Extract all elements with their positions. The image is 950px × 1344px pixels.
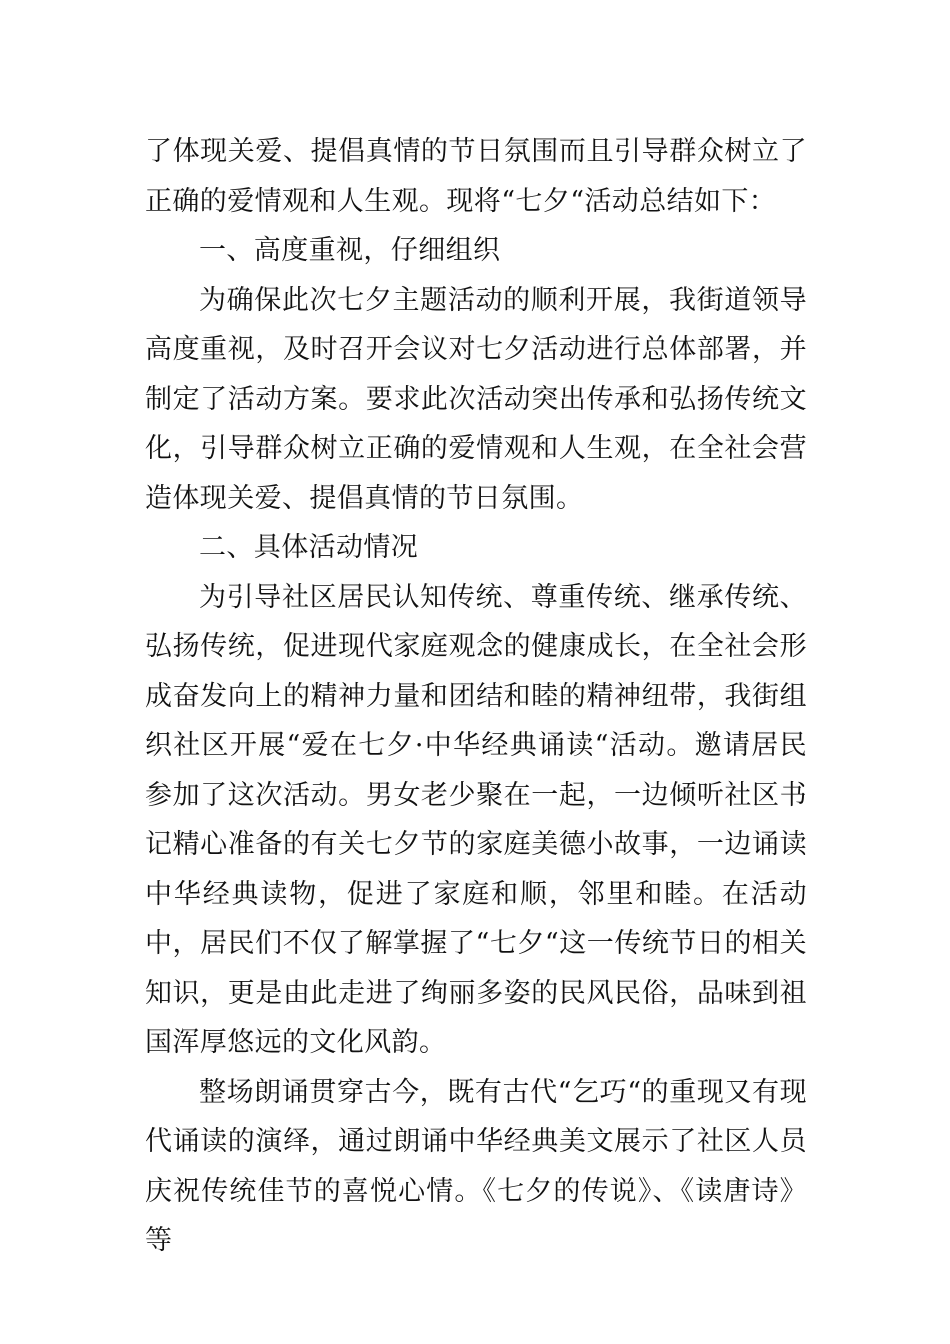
paragraph-recitation: 整场朗诵贯穿古今，既有古代“乞巧“的重现又有现代诵读的演绎，通过朗诵中华经典美文展示了社区人员庆祝传统佳节的喜悦心情。《七夕的传说》、《读唐诗》等 xyxy=(145,1076,807,1256)
document-body xyxy=(145,127,807,1266)
section-heading-2: 二、具体活动情况 xyxy=(199,532,419,563)
paragraph-organization: 为确保此次七夕主题活动的顺利开展，我街道领导高度重视，及时召开会议对七夕活动进行总体部署，并制定了活动方案。要求此次活动突出传承和弘扬传统文化，引导群众树立正确的爱情观和人生观，在全社会营造体现关爱、提倡真情的节日氛围。 xyxy=(145,284,807,514)
paragraph-activity: 为引导社区居民认知传统、尊重传统、继承传统、弘扬传统，促进现代家庭观念的健康成长，在全社会形成奋发向上的精神力量和团结和睦的精神纽带，我街组织社区开展“爱在七夕·中华经典诵读“活动。邀请居民参加了这次活动。男女老少聚在一起，一边倾听社区书记精心准备的有关七夕节的家庭美德小故事，一边诵读中华经典读物，促进了家庭和顺，邻里和睦。在活动中，居民们不仅了解掌握了“七夕“这一传统节日的相关知识，更是由此走进了绚丽多姿的民风民俗，品味到祖国浑厚悠远的文化风韵。 xyxy=(145,581,807,1058)
section-heading-1: 一、高度重视，仔细组织 xyxy=(199,235,501,266)
paragraph-continuation: 了体现关爱、提倡真情的节日氛围而且引导群众树立了正确的爱情观和人生观。现将“七夕“活动总结如下： xyxy=(145,136,807,217)
